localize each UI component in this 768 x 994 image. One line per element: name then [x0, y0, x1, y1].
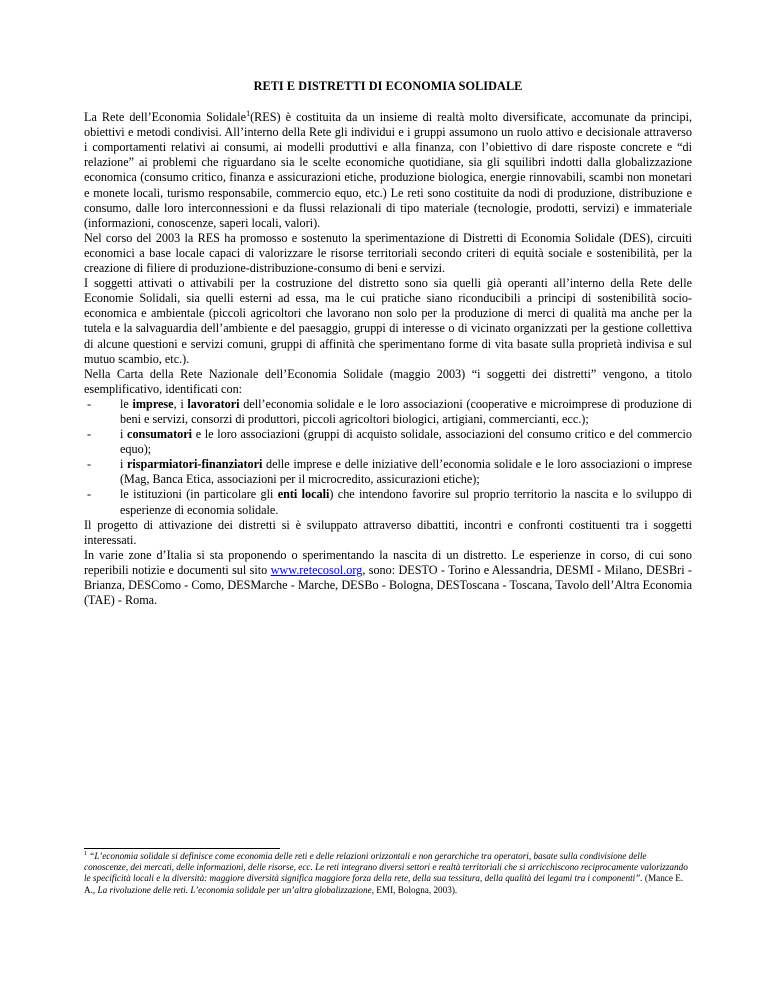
list-bold-term: enti locali — [277, 487, 330, 502]
document-title: RETI E DISTRETTI DI ECONOMIA SOLIDALE — [253, 79, 523, 93]
list-dash: - — [87, 457, 92, 472]
list-bold-term: imprese — [132, 396, 174, 411]
list-text: ) che intendono favorire sul proprio territorio la nascita e lo sviluppo di esperienze di economia solidale. — [120, 487, 692, 517]
intro-text-b: (RES) è costituita da un insieme di realtà molto diversificate, accomunate da principi, obiettivi e metodi condivisi. All’interno della Rete gli individui e i gruppi assumono un ruolo attivo e decisionale attraverso i comportamenti relativi ai consumi, ai modelli produttivi e alla finanza, con l’obiettivo di dare risposte concrete e “di relazione” ai problemi che riguardano sia le scelte economiche quotidiane, sia gli squilibri indotti dalla globalizzazione economica (consumo critico, finanza e assicurazioni etiche, produzione biologica, energie rinnovabili, scambi non monetari e monete locali, turismo responsabile, commercio equo, etc.) Le reti sono costituite da nodi di produzione, distribuzione e consumo, dalle loro interconnessioni e da flussi relazionali di tipo materiale (tecnologie, prodotti, servizi) e immateriale (informazioni, conoscenze, saperi locali, valori). — [84, 110, 693, 230]
list-text: le — [120, 396, 133, 411]
document-body — [84, 79, 692, 608]
paragraph-carta: Nella Carta della Rete Nazionale dell’Economia Solidale (maggio 2003) “i soggetti dei distretti” vengono, a titolo esemplificativo, identificati con: — [84, 366, 692, 396]
list-text: e le loro associazioni (gruppi di acquisto solidale, associazioni del consumo critico e del commercio equo); — [120, 427, 692, 457]
footnote-number: 1 — [84, 850, 87, 857]
intro-text-a: La Rete dell’Economia Solidale — [84, 110, 247, 125]
list-item — [84, 487, 692, 517]
intro-paragraph — [84, 110, 692, 231]
list-text: i — [120, 427, 128, 442]
esperienze-text-a: In varie zone d’Italia si sta proponendo o sperimentando la nascita di un distretto. Le esperienze in corso, di cui sono reperibili notizie e documenti sul sito — [84, 547, 692, 577]
footnote-quote: “L’economia solidale si definisce come economia delle reti e delle relazioni orizzontali e non gerarchiche tra operatori, basate sulla condivisione delle conoscenze, dei mercati, delle informazioni, delle risorse, ecc. Le reti integrano diversi settori e realtà territoriali che si arricchiscono reciprocamente valorizzando le specificità locali e la diversità: maggiore diversità significa maggiore forza della rete, della sua tessitura, della qualità dei legami tra i componenti”. — [84, 851, 688, 884]
list-bold-term: risparmiatori-finanziatori — [127, 457, 263, 472]
list-text: le istituzioni (in particolare gli — [120, 487, 278, 502]
paragraph-des: Nel corso del 2003 la RES ha promosso e sostenuto la sperimentazione di Distretti di Economia Solidale (DES), circuiti economici a base locale capaci di valorizzare le risorse territoriali secondo criteri di equità sociale e sostenibilità, per la creazione di filiere di produzione-distribuzione-consumo di beni e servizi. — [84, 230, 692, 276]
list-bold-term: lavoratori — [187, 396, 240, 411]
list-item — [84, 397, 692, 427]
footnote-publisher: , EMI, Bologna, 2003). — [371, 884, 458, 895]
esperienze-text-b: , sono: DESTO - Torino e Alessandria, DESMI - Milano, DESBri - Brianza, DESComo - Como, DESMarche - Marche, DESBo - Bologna, DESToscana - Toscana, Tavolo dell’Altra Economia (TAE) - Roma. — [84, 562, 692, 608]
soggetti-list — [84, 397, 692, 518]
list-text: , i — [173, 396, 188, 411]
footnote-book-title: La rivoluzione delle reti. L’economia solidale per un’altra globalizzazione — [97, 884, 372, 895]
footnote-citation: (Mance E. A., — [84, 873, 684, 895]
retecosol-link[interactable]: www.retecosol.org — [270, 562, 363, 577]
list-dash: - — [87, 396, 92, 411]
list-item — [84, 457, 692, 487]
footnote-reference: 1 — [246, 109, 251, 119]
list-bold-term: consumatori — [127, 427, 193, 442]
paragraph-progetto: Il progetto di attivazione dei distretti si è sviluppato attraverso dibattiti, incontri e confronti costituenti tra i soggetti interessati. — [84, 517, 692, 547]
paragraph-esperienze — [84, 548, 692, 608]
list-dash: - — [87, 427, 92, 442]
list-item — [84, 427, 692, 457]
list-text: delle imprese e delle iniziative dell’economia solidale e le loro associazioni o imprese (Mag, Banca Etica, associazioni per il microcredito, assicurazioni etiche); — [120, 457, 692, 487]
list-dash: - — [87, 487, 92, 502]
footnote — [84, 851, 692, 896]
paragraph-soggetti: I soggetti attivati o attivabili per la costruzione del distretto sono sia quelli già operanti all’interno della Rete delle Economie Solidali, sia quelli esterni ad essa, ma le cui pratiche siano riconducibili a principi di sostenibilità socio-economica e ambientale (piccoli agricoltori che lavorano non solo per la produzione di merci di qualità ma anche per la tutela e la salvaguardia dell’ambiente e del paesaggio, gruppi di interesse o di vicinato organizzati per la gestione collettiva di alcune questioni e servizi comuni, gruppi di affinità che sperimentano forme di vita basate sulla proprietà indivisa e sul mutuo scambio, etc.). — [84, 276, 692, 366]
footnote-separator — [84, 848, 280, 849]
list-text: dell’economia solidale e le loro associazioni (cooperative e microimprese di produzione di beni e servizi, consorzi di produttori, piccoli agricoltori biologici, artigiani, commercianti, ecc.); — [120, 396, 693, 426]
list-text: i — [120, 457, 128, 472]
